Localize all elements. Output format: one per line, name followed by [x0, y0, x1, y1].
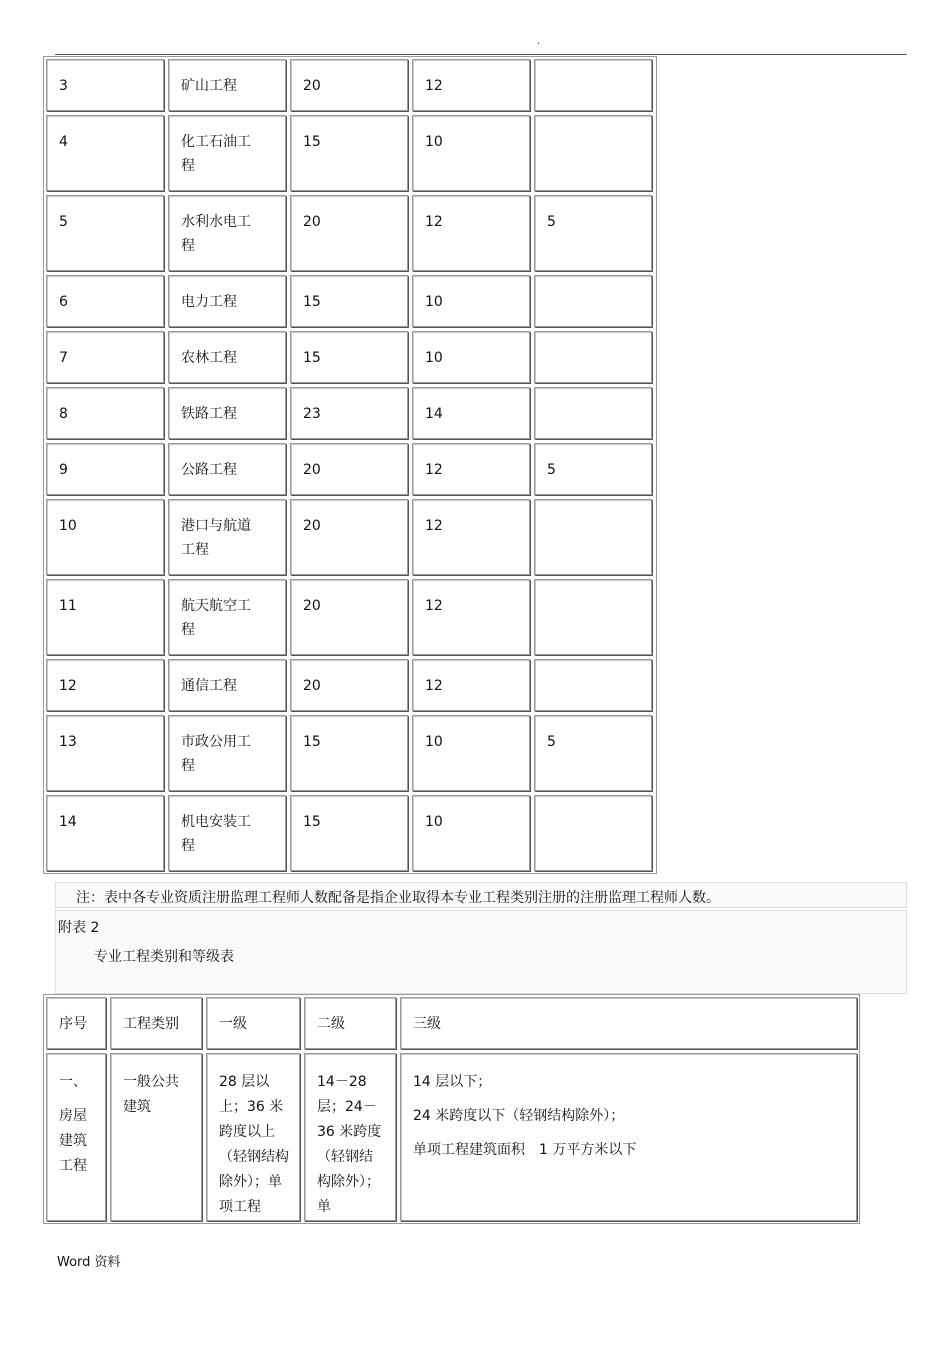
table-row [44, 57, 656, 113]
cell-category: 铁路工程 [168, 387, 286, 439]
appendix-label: 附表 2 [58, 920, 100, 936]
cell-level-2: 10 [412, 715, 530, 791]
cell-category: 机电安装工程 [168, 795, 286, 871]
cell-category: 通信工程 [168, 659, 286, 711]
cell-level-1: 20 [290, 195, 408, 271]
appendix-box [55, 910, 907, 994]
cell-seq: 13 [46, 715, 164, 791]
table-row [44, 497, 656, 577]
cell-level-3: 5 [534, 195, 652, 271]
cell-seq: 10 [46, 499, 164, 575]
cell-level-3 [534, 331, 652, 383]
cell-level-2: 12 [412, 659, 530, 711]
seq-name: 房屋建筑工程 [59, 1108, 87, 1174]
cell-seq: 5 [46, 195, 164, 271]
cell-level-3 [534, 387, 652, 439]
cell-level-2: 12 [412, 443, 530, 495]
table-row [44, 193, 656, 273]
cell-level-2: 12 [412, 579, 530, 655]
cell-level-1: 23 [290, 387, 408, 439]
cell-level-1: 20 [290, 59, 408, 111]
cell-seq: 14 [46, 795, 164, 871]
note-box [55, 882, 907, 908]
cell-level-3 [534, 499, 652, 575]
cell-level-1: 15 [290, 331, 408, 383]
footer-text: Word 资料 [57, 1255, 121, 1270]
cell-seq: 12 [46, 659, 164, 711]
level-3-line: 24 米跨度以下（轻钢结构除外）； [413, 1108, 625, 1124]
level-3-line: 14 层以下； [413, 1074, 492, 1090]
cell-level-3 [534, 115, 652, 191]
cell-level-2: 12 [412, 499, 530, 575]
cell-level-2: 10 [412, 115, 530, 191]
cell-seq [46, 1053, 106, 1221]
cell-level-3 [534, 579, 652, 655]
category-grade-table [43, 994, 860, 1224]
header-category: 工程类别 [110, 997, 202, 1049]
cell-category: 矿山工程 [168, 59, 286, 111]
cell-level-2: 12 [412, 59, 530, 111]
header-level-3: 三级 [400, 997, 857, 1049]
header-seq: 序号 [46, 997, 106, 1049]
cell-level-1: 20 [290, 443, 408, 495]
cell-level-1: 15 [290, 715, 408, 791]
cell-level-1: 20 [290, 659, 408, 711]
cell-seq: 7 [46, 331, 164, 383]
cell-level-3 [534, 659, 652, 711]
cell-seq: 4 [46, 115, 164, 191]
cell-level-2: 10 [412, 331, 530, 383]
cell-category: 港口与航道工程 [168, 499, 286, 575]
cell-level-1: 28 层以上；36 米跨度以上（轻钢结构除外）；单项工程 [206, 1053, 300, 1221]
cell-level-1: 15 [290, 795, 408, 871]
cell-level-3 [534, 795, 652, 871]
table-row [44, 329, 656, 385]
staffing-table [43, 56, 657, 874]
cell-level-2: 14 [412, 387, 530, 439]
cell-category: 水利水电工程 [168, 195, 286, 271]
header-level-1: 一级 [206, 997, 300, 1049]
header-rule [55, 54, 907, 55]
cell-seq: 9 [46, 443, 164, 495]
cell-level-2: 10 [412, 275, 530, 327]
table-row [44, 793, 656, 873]
table-note: 注：表中各专业资质注册监理工程师人数配备是指企业取得本专业工程类别注册的注册监理工程师人数。 [76, 890, 720, 906]
table-row [44, 657, 656, 713]
cell-category: 农林工程 [168, 331, 286, 383]
table-row [44, 113, 656, 193]
table-row [44, 1051, 859, 1223]
table-row [44, 713, 656, 793]
table-row [44, 577, 656, 657]
cell-seq: 11 [46, 579, 164, 655]
cell-level-1: 15 [290, 115, 408, 191]
cell-seq: 6 [46, 275, 164, 327]
cell-category: 市政公用工程 [168, 715, 286, 791]
level-3-line: 单项工程建筑面积 1 万平方米以下 [413, 1142, 637, 1158]
cell-category: 公路工程 [168, 443, 286, 495]
cell-level-3 [534, 275, 652, 327]
cell-level-3: 5 [534, 715, 652, 791]
cell-level-1: 20 [290, 499, 408, 575]
cell-level-2: 10 [412, 795, 530, 871]
cell-seq: 3 [46, 59, 164, 111]
table-row [44, 385, 656, 441]
cell-category: 一般公共建筑 [110, 1053, 202, 1221]
cell-category: 电力工程 [168, 275, 286, 327]
cell-seq: 8 [46, 387, 164, 439]
table-row [44, 273, 656, 329]
cell-level-1: 15 [290, 275, 408, 327]
table-header-row [44, 995, 859, 1051]
header-level-2: 二级 [304, 997, 396, 1049]
seq-number: 一、 [59, 1074, 87, 1090]
table-row [44, 441, 656, 497]
cell-category: 化工石油工程 [168, 115, 286, 191]
cell-category: 航天航空工程 [168, 579, 286, 655]
cell-level-3 [400, 1053, 857, 1221]
cell-level-1: 20 [290, 579, 408, 655]
appendix-title: 专业工程类别和等级表 [94, 949, 234, 965]
cell-level-2: 14－28 层；24－36 米跨度（轻钢结构除外）；单 [304, 1053, 396, 1221]
cell-level-2: 12 [412, 195, 530, 271]
header-mark: . [537, 36, 541, 47]
cell-level-3 [534, 59, 652, 111]
cell-level-3: 5 [534, 443, 652, 495]
